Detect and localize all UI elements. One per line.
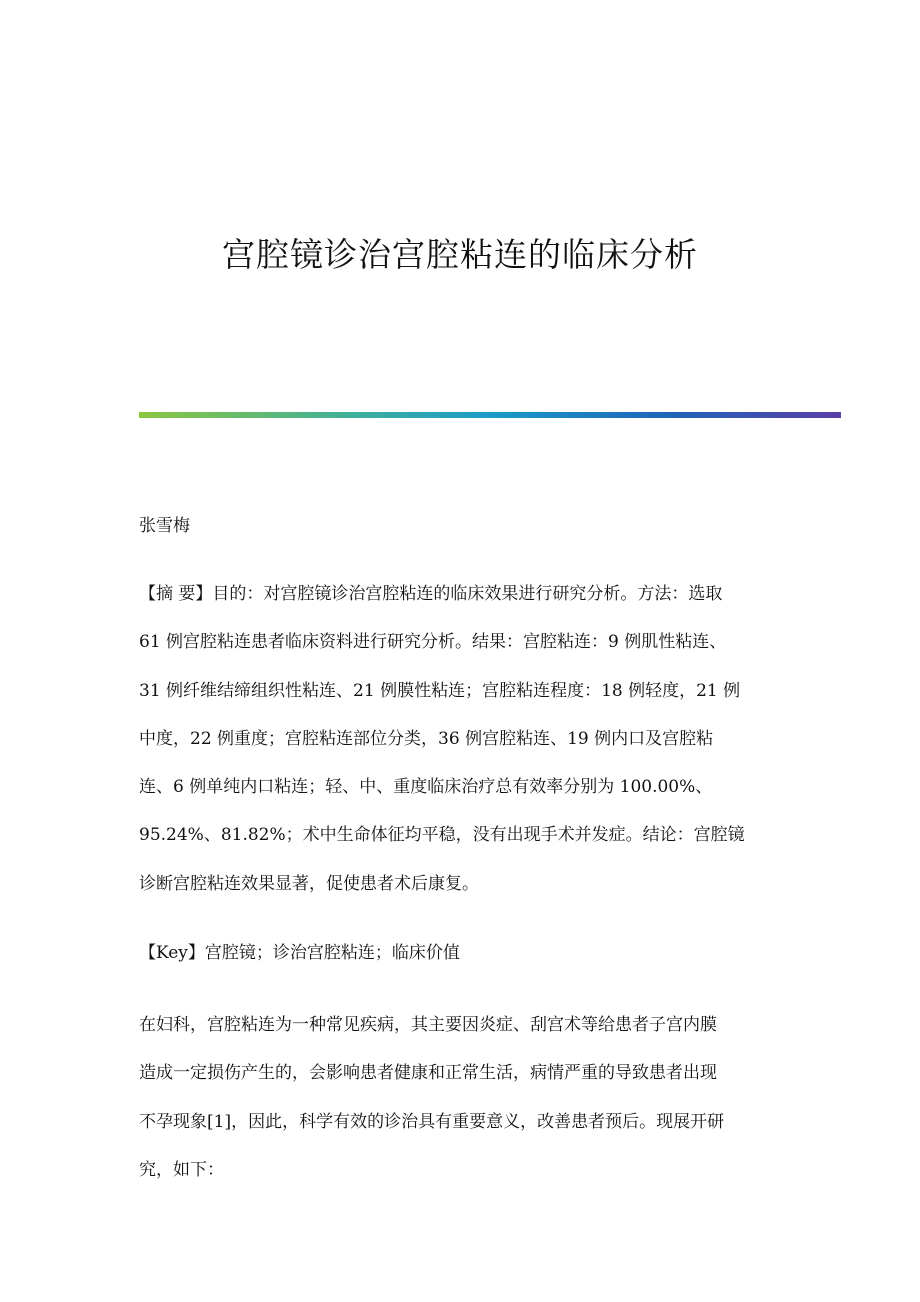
- intro-line: 究，如下：: [139, 1159, 224, 1180]
- intro-line: 造成一定损伤产生的，会影响患者健康和正常生活，病情严重的导致患者出现: [139, 1063, 717, 1084]
- keywords: [139, 929, 784, 977]
- abstract-line: 【摘 要】目的：对宫腔镜诊治宫腔粘连的临床效果进行研究分析。方法：选取: [139, 584, 723, 604]
- title-divider: [139, 412, 841, 418]
- author-name: 张雪梅: [139, 516, 190, 536]
- abstract-line: 中度，22 例重度；宫腔粘连部位分类，36 例宫腔粘连、19 例内口及宫腔粘: [139, 728, 714, 749]
- intro-line: 在妇科，宫腔粘连为一种常见疾病，其主要因炎症、刮宫术等给患者子宫内膜: [139, 1015, 717, 1035]
- abstract-line: 95.24%、81.82%；术中生命体征均平稳，没有出现手术并发症。结论：宫腔镜: [139, 825, 745, 846]
- abstract-line: 连、6 例单纯内口粘连；轻、中、重度临床治疗总有效率分别为 100.00%、: [139, 777, 713, 798]
- abstract-line: 31 例纤维结缔组织性粘连、21 例膜性粘连；宫腔粘连程度：18 例轻度，21 例: [139, 680, 741, 701]
- abstract: [139, 570, 784, 908]
- abstract-line: 61 例宫腔粘连患者临床资料进行研究分析。结果：宫腔粘连：9 例肌性粘连、: [139, 632, 727, 653]
- abstract-line: 诊断宫腔粘连效果显著，促使患者术后康复。: [139, 873, 479, 894]
- intro-paragraph: [139, 1001, 784, 1194]
- keywords-line: 【Key】宫腔镜；诊治宫腔粘连；临床价值: [139, 943, 460, 963]
- page-title: 宫腔镜诊治宫腔粘连的临床分析: [222, 235, 698, 274]
- intro-line: 不孕现象[1]，因此，科学有效的诊治具有重要意义，改善患者预后。现展开研: [139, 1111, 725, 1132]
